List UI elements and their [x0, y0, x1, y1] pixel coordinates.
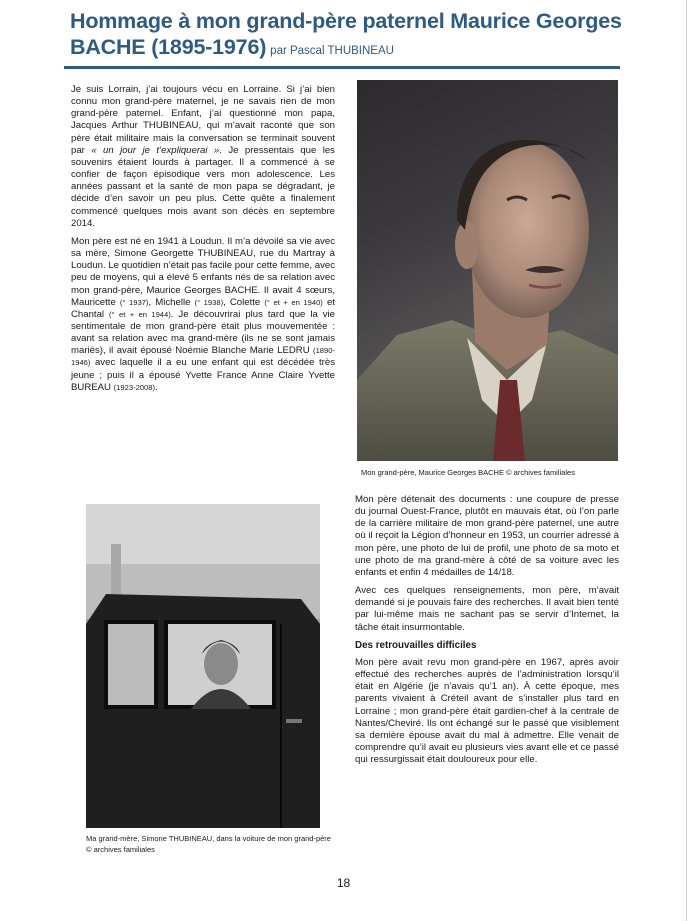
car-caption: Ma grand-mère, Simone THUBINEAU, dans la voiture de mon grand-père © archives familiales: [86, 834, 331, 854]
p2-date-3: (° et + en 1940): [264, 297, 323, 307]
p2-date-2: (° 1938): [194, 297, 224, 307]
paragraph-1: [71, 84, 335, 230]
p2-text-d: et Chantal: [71, 296, 335, 320]
p2-text-f: avec laquelle il a eu une enfant qui est décédée très jeune ; puis il a épousé Yvette France Anne Claire Yvette BUREAU: [71, 357, 335, 393]
article-title: [70, 8, 630, 64]
title-text: Hommage à mon grand-père paternel Maurice Georges BACHE (1895-1976): [70, 9, 622, 59]
p1-text-b: . Je pressentais que les souvenirs étaient lourds à partager. Il a commencé à se confier de façon épisodique vers mon adolescence. Les années passant et la santé de mon papa se dégradant, je décide d’en savoir un peu plus. Cette quête a finalement commencé quelques mois avant son décès en septembre 2014.: [71, 144, 335, 229]
portrait-illustration: [357, 80, 618, 461]
title-rule: [64, 66, 620, 69]
p2-text-b: , Michelle: [148, 296, 195, 308]
byline: par Pascal THUBINEAU: [270, 45, 394, 57]
p2-text-c: , Colette: [223, 296, 265, 308]
p2-text-g: .: [155, 381, 158, 393]
p2-date-4: (° et + en 1944): [109, 309, 171, 319]
title-block: [70, 8, 630, 64]
p1-quote: « un jour je t’expliquerai »: [91, 144, 220, 156]
car-illustration: [86, 504, 320, 828]
portrait-caption: Mon grand-père, Maurice Georges BACHE © archives familiales: [361, 468, 575, 477]
car-photo: [86, 504, 320, 828]
p2-date-1: (° 1937): [119, 297, 149, 307]
p2-text-a: Mon père est né en 1941 à Loudun. Il m’a dévoilé sa vie avec sa mère, Simone Georgette THUBINEAU, rue du Martray à Loudun. Le quotidien n’était pas facile pour cette femme, avec peu de moyens, qui a élevé 5 enfants nés de sa relation avec mon grand-père, Maurice Georges BACHE. Il avait 4 sœurs, Mauricette: [71, 235, 335, 308]
right-column: [355, 494, 619, 772]
p2-date-6: (1923-2008): [113, 382, 156, 392]
paragraph-4: Avec ces quelques renseignements, mon père, m’avait demandé si je pouvais faire des recherches. Il avait bien tenté par lui-même mais ne sachant pas se servir d’Internet, la tâche était insurmontable.: [355, 585, 619, 633]
paragraph-5: Mon père avait revu mon grand-père en 1967, après avoir effectué des recherches auprès de l’administration lorsqu’il était en Algérie (je n’avais qu’1 an). À cette époque, mes parents vivaient à Créteil avant de s’installer plus tard en Lorraine ; mon grand-père était gardien-chef à la centrale de Nantes/Cheviré. Ils ont échangé sur le passé que visiblement sa dernière épouse avait du mal à admettre. Elle venait de comprendre qu’il avait eu plusieurs vies avant elle et ce passé qui ressurgissait était douloureux pour elle.: [355, 656, 619, 766]
portrait-photo: [357, 80, 618, 461]
page-number: 18: [336, 876, 351, 890]
paragraph-2: [71, 236, 335, 394]
paragraph-3: Mon père détenait des documents : une coupure de presse du journal Ouest-France, plutôt en mauvais état, où l’on parle de la carrière militaire de mon grand-père paternel, une autre où il reçoit la Légion d’honneur en 1953, un courrier adressé à mon père, une photo de lui de profil, une photo de sa moto et une photo de ma grand-mère à côté de sa voiture avec les enfants et enfin 4 médailles de 14/18.: [355, 494, 620, 578]
p1-text-a: Je suis Lorrain, j’ai toujours vécu en Lorraine. Si j’ai bien connu mon grand-père maternel, je ne savais rien de mon grand-père paternel. Enfant, j’ai questionné mon papa, Jacques Arthur THUBINEAU, qui m’avait raconté que son père était militaire mais la conversation se terminait souvent par: [71, 84, 335, 156]
left-column: [71, 84, 335, 400]
p2-text-e: . Je découvrirai plus tard que la vie sentimentale de mon grand-père était plus mouvementée : avant sa relation avec ma grand-mère (ils ne se sont jamais mariés), il avait épousé Noémie Blanche Marie LEDRU: [71, 308, 335, 357]
section-subheading: Des retrouvailles difficiles: [355, 639, 477, 651]
p2-date-5: (1890-1946): [71, 346, 335, 368]
